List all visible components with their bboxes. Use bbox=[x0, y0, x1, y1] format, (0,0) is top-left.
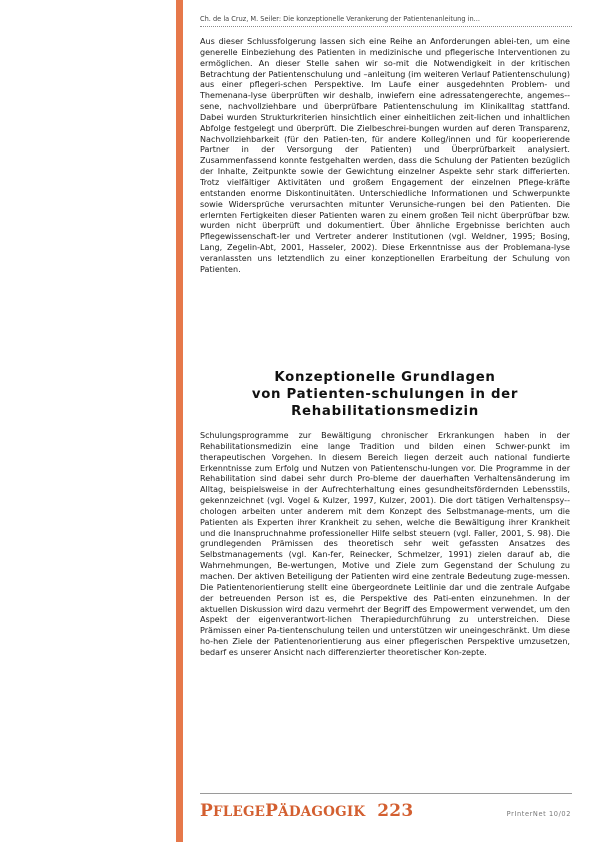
header-dotted-rule bbox=[200, 26, 572, 27]
section-heading-line-2: von Patienten-schulungen in der bbox=[251, 387, 519, 402]
section-heading-line-1: Konzeptionelle Grundlagen bbox=[274, 370, 496, 385]
brand-word-1: FLEGE bbox=[212, 804, 266, 820]
issue-label: PrInterNet 10/02 bbox=[506, 810, 571, 818]
body-paragraph-2: Schulungsprogramme zur Bewältigung chronischer Erkrankungen haben in der Rehabilitationsmedizin eine lange Tradition und bilden einen Schwer-punkt im therapeutischen Vorgehen. In diesem Bereich liegen derzeit auch national fundierte Erkenntnisse zum Erfolg und Nutzen von Patientenschu-lungen vor. Die Programme in der Rehabilitation sind dabei sehr durch Pro-bleme der dauerhaften Verhaltensänderung im Alltag, beispielsweise in der Aufrechterhaltung eines gesundheitsfördernden Lebensstils, gekennzeichnet (vgl. Vogel & Kulzer, 1997, Kulzer, 2001). Die dort tätigen Verhaltenspsy-chologen arbeiten unter anderem mit dem Konzept des Selbstmanage-ments, um die Patienten als Experten ihrer Krankheit zu sehen, welche die Bewältigung ihrer Krankheit und die Inanspruchnahme professioneller Hilfe selbst steuern (vgl. Faller, 2001, S. 98). Die grundlegenden Prämissen des theoretisch sehr weit gefassten Ansatzes des Selbstmanagements (vgl. Kan-fer, Reinecker, Schmelzer, 1991) zielen darauf ab, die Wahrnehmungen, Be-wertungen, Motive und Ziele zum Gegenstand der Schulung zu machen. Der aktiven Beteiligung der Patienten wird eine zentrale Bedeutung zuge-messen. Die Patientenorientierung stellt eine übergeordnete Leitlinie dar und die zentrale Aufgabe der betreuenden Person ist es, die Perspektive des Pati-enten einzunehmen. In der aktuellen Diskussion wird dazu vermehrt der Begriff des Empowerment verwendet, um den Aspekt der eigenverantwort-lichen Therapiedurchführung zu unterstreichen. Diese Prämissen einer Pa-tientenschulung teilen und unterstützen wir uneingeschränkt. Um diese ho-hen Ziele der Patientenorientierung aus einer pflegerischen Perspektive umzusetzen, bedarf es unserer Ansicht nach differenzierter theoretischer Kon-zepte. bbox=[200, 431, 570, 657]
brand-initial-1: P bbox=[200, 801, 213, 821]
brand-word-2: ÄDAGOGIK bbox=[278, 804, 366, 820]
section-heading bbox=[200, 369, 570, 420]
journal-brand bbox=[200, 801, 413, 821]
body-paragraph-1: Aus dieser Schlussfolgerung lassen sich eine Reihe an Anforderungen ablei-ten, um eine generelle Einbeziehung des Patienten in medizinische und pflegerische Interventionen zu ermöglichen. An dieser Stelle sahen wir so-mit die Notwendigkeit in der kritischen Betrachtung der Patientenschulung und –anleitung (im weiteren Verlauf Patientenschulung) aus einer pflegeri-schen Perspektive. Im Laufe einer ausgedehnten Problem- und Themenana-lyse überprüften wir deshalb, inwiefern eine adressatengerechte, angemes-sene, nachvollziehbare und überprüfbare Patientenschulung im Klinikalltag stattfand. Dabei wurden Strukturkriterien hinsichtlich einer einheitlichen zeit-lichen und inhaltlichen Abfolge festgelegt und überprüft. Die Zielbeschrei-bungen wurden auf deren Transparenz, Nachvollziehbarkeit (für den Patien-ten, für andere Kolleg/innen und für kooperierende Partner in der Versorgung der Patienten) und Überprüfbarkeit analysiert. Zusammenfassend konnte festgehalten werden, dass die Schulung der Patienten bezüglich der Inhalte, Zeitpunkte sowie der Gewichtung einzelner Aspekte sehr stark differierten. Trotz vielfältiger Aktivitäten und großem Engagement der einzelnen Pflege-kräfte entstanden enorme Diskontinuitäten. Unterschiedliche Informationen und Schwerpunkte sowie Widersprüche verursachten mitunter Verunsiche-rungen bei den Patienten. Die erlernten Fertigkeiten dieser Patienten waren zu einem großen Teil nicht überprüfbar bzw. wurden nicht überprüft und dokumentiert. Über ähnliche Ergebnisse berichten auch Pflegewissenschaft-ler und Vertreter anderer Institutionen (vgl. Weldner, 1995; Bosing, Lang, Zegelin-Abt, 2001, Hasseler, 2002). Diese Erkenntnisse aus der Problemana-lyse veranlassten uns letztendlich zu einer konzeptionellen Erarbeitung der Schulung von Patienten. bbox=[200, 37, 570, 274]
brand-initial-2: P bbox=[265, 801, 279, 821]
page-number: 223 bbox=[377, 801, 414, 821]
footer-rule bbox=[200, 793, 572, 794]
section-heading-line-3: Rehabilitationsmedizin bbox=[291, 404, 479, 419]
running-head: Ch. de la Cruz, M. Seiler: Die konzeptionelle Verankerung der Patientenanleitung in... bbox=[200, 15, 480, 23]
margin-accent-stripe bbox=[176, 0, 183, 842]
